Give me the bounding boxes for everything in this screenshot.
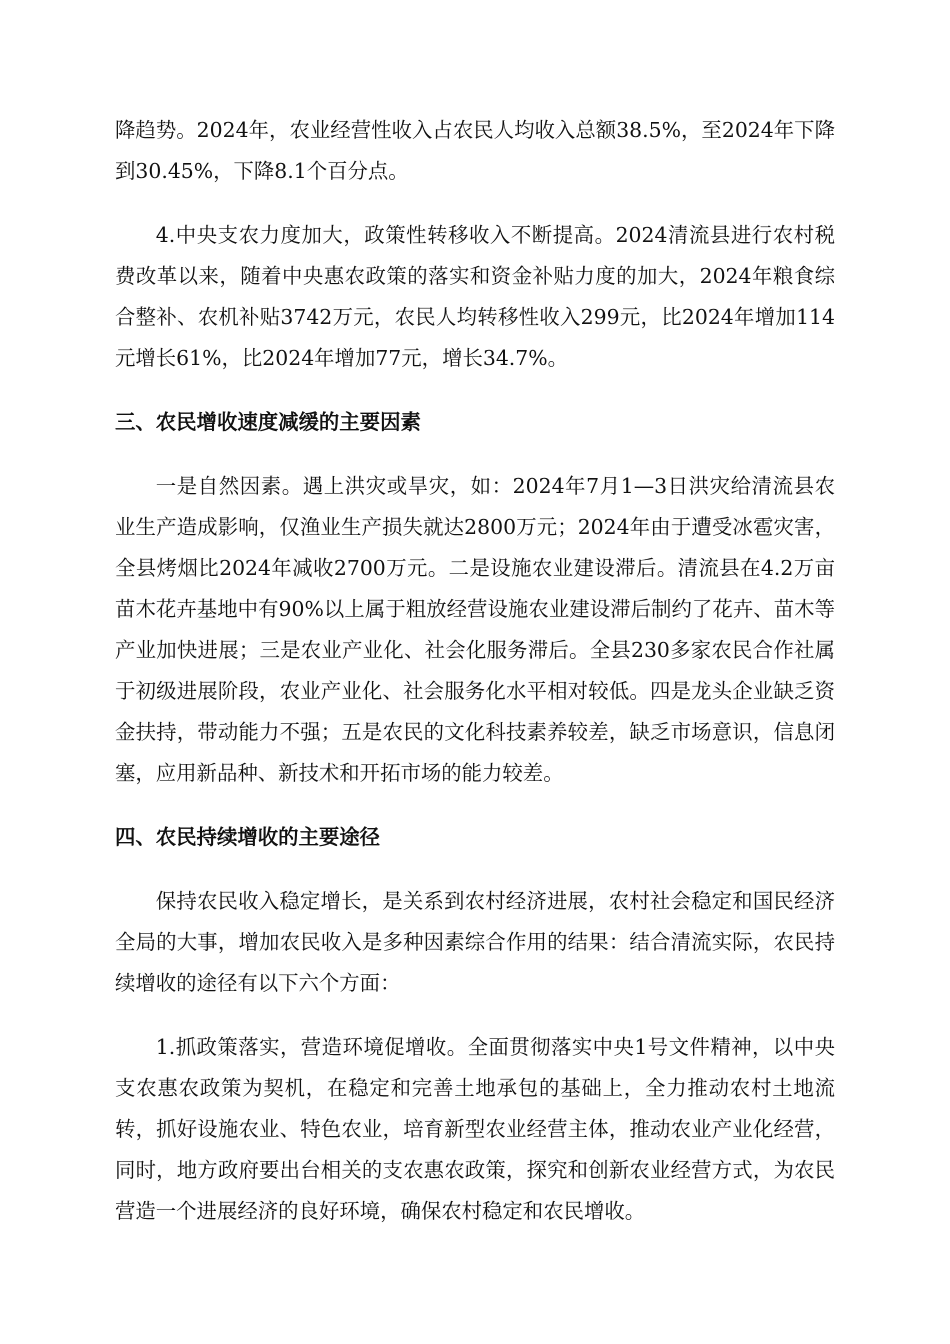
paragraph-continuation: 降趋势。2024年，农业经营性收入占农民人均收入总额38.5%，至2024年下降到30.45%，下降8.1个百分点。 <box>115 118 835 183</box>
section-heading-3: 三、农民增收速度减缓的主要因素 <box>115 410 421 434</box>
paragraph-policy-implementation: 1.抓政策落实，营造环境促增收。全面贯彻落实中央1号文件精神，以中央支农惠农政策为契机，在稳定和完善土地承包的基础上，全力推动农村土地流转，抓好设施农业、特色农业，培育新型农业经营主体，推动农业产业化经营，同时，地方政府要出台相关的支农惠农政策，探究和创新农业经营方式，为农民营造一个进展经济的良好环境，确保农村稳定和农民增收。 <box>115 1035 835 1223</box>
paragraph-income-paths-intro: 保持农民收入稳定增长，是关系到农村经济进展，农村社会稳定和国民经济全局的大事，增加农民收入是多种因素综合作用的结果：结合清流实际，农民持续增收的途径有以下六个方面： <box>115 889 835 995</box>
document-page <box>115 110 835 1255</box>
section-heading-4: 四、农民持续增收的主要途径 <box>115 825 381 849</box>
paragraph-policy-transfer-income: 4.中央支农力度加大，政策性转移收入不断提高。2024清流县进行农村税费改革以来，随着中央惠农政策的落实和资金补贴力度的加大，2024年粮食综合整补、农机补贴3742万元，农民人均转移性收入299元，比2024年增加114元增长61%，比2024年增加77元，增长34.7%。 <box>115 223 835 370</box>
paragraph-slowdown-factors: 一是自然因素。遇上洪灾或旱灾，如：2024年7月1—3日洪灾给清流县农业生产造成影响，仅渔业生产损失就达2800万元；2024年由于遭受冰雹灾害，全县烤烟比2024年减收2700万元。二是设施农业建设滞后。清流县在4.2万亩苗木花卉基地中有90%以上属于粗放经营设施农业建设滞后制约了花卉、苗木等产业加快进展；三是农业产业化、社会化服务滞后。全县230多家农民合作社属于初级进展阶段，农业产业化、社会服务化水平相对较低。四是龙头企业缺乏资金扶持，带动能力不强；五是农民的文化科技素养较差，缺乏市场意识，信息闭塞，应用新品种、新技术和开拓市场的能力较差。 <box>115 474 835 785</box>
